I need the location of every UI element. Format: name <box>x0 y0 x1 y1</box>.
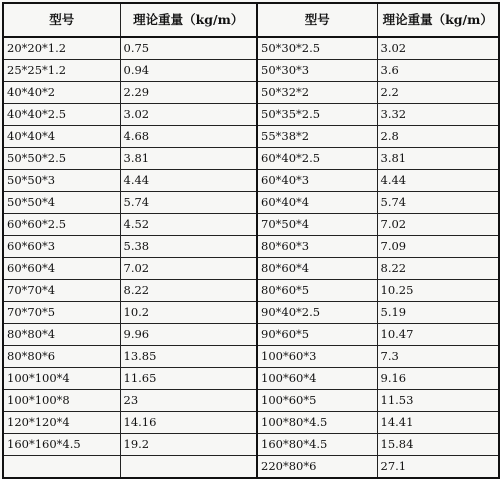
weight-right-cell: 10.25 <box>377 280 499 302</box>
model-left-cell: 70*70*5 <box>3 302 120 324</box>
model-right-cell: 60*40*4 <box>257 192 377 214</box>
model-left-cell: 100*100*4 <box>3 368 120 390</box>
model-right-cell: 60*40*2.5 <box>257 148 377 170</box>
model-left-cell: 50*50*2.5 <box>3 148 120 170</box>
table-row <box>3 390 499 412</box>
model-right-cell: 80*60*4 <box>257 258 377 280</box>
model-left-cell: 70*70*4 <box>3 280 120 302</box>
model-left-cell <box>3 456 120 479</box>
weight-left-cell: 8.22 <box>120 280 257 302</box>
table-row <box>3 412 499 434</box>
weight-left-cell: 19.2 <box>120 434 257 456</box>
weight-right-cell: 3.02 <box>377 37 499 60</box>
weight-left-cell: 2.29 <box>120 82 257 104</box>
table-row <box>3 214 499 236</box>
table-row <box>3 456 499 479</box>
weight-left-cell: 10.2 <box>120 302 257 324</box>
table-body <box>3 37 499 478</box>
weight-left-cell: 4.44 <box>120 170 257 192</box>
weight-left-cell: 11.65 <box>120 368 257 390</box>
weight-left-cell: 23 <box>120 390 257 412</box>
weight-left-cell: 3.81 <box>120 148 257 170</box>
weight-left-cell: 14.16 <box>120 412 257 434</box>
table-row <box>3 324 499 346</box>
model-right-cell: 50*32*2 <box>257 82 377 104</box>
model-right-cell: 100*60*5 <box>257 390 377 412</box>
model-left-cell: 60*60*3 <box>3 236 120 258</box>
weight-right-cell: 9.16 <box>377 368 499 390</box>
table-row <box>3 346 499 368</box>
model-left-cell: 120*120*4 <box>3 412 120 434</box>
model-left-cell: 160*160*4.5 <box>3 434 120 456</box>
table-row <box>3 60 499 82</box>
weight-left-cell: 3.02 <box>120 104 257 126</box>
weight-right-cell: 2.8 <box>377 126 499 148</box>
weight-left-cell: 0.94 <box>120 60 257 82</box>
model-right-cell: 50*30*2.5 <box>257 37 377 60</box>
weight-left-cell: 9.96 <box>120 324 257 346</box>
weight-right-cell: 15.84 <box>377 434 499 456</box>
weight-right-cell: 7.02 <box>377 214 499 236</box>
model-left-cell: 40*40*2 <box>3 82 120 104</box>
model-left-cell: 60*60*4 <box>3 258 120 280</box>
weight-left-cell: 4.52 <box>120 214 257 236</box>
table-row <box>3 434 499 456</box>
weight-right-cell: 11.53 <box>377 390 499 412</box>
weight-right-cell: 14.41 <box>377 412 499 434</box>
weight-left-cell <box>120 456 257 479</box>
model-right-cell: 50*30*3 <box>257 60 377 82</box>
weight-left-cell: 4.68 <box>120 126 257 148</box>
table-row <box>3 82 499 104</box>
weight-right-cell: 27.1 <box>377 456 499 479</box>
model-right-cell: 55*38*2 <box>257 126 377 148</box>
header-weight-left: 理论重量（kg/m） <box>120 3 257 37</box>
weight-right-cell: 10.47 <box>377 324 499 346</box>
weight-right-cell: 2.2 <box>377 82 499 104</box>
table-row <box>3 192 499 214</box>
model-right-cell: 100*60*3 <box>257 346 377 368</box>
model-right-cell: 70*50*4 <box>257 214 377 236</box>
weight-right-cell: 8.22 <box>377 258 499 280</box>
table-row <box>3 280 499 302</box>
table-row <box>3 236 499 258</box>
table-row <box>3 302 499 324</box>
model-left-cell: 80*80*4 <box>3 324 120 346</box>
model-right-cell: 80*60*5 <box>257 280 377 302</box>
model-left-cell: 25*25*1.2 <box>3 60 120 82</box>
weight-right-cell: 3.6 <box>377 60 499 82</box>
weight-left-cell: 13.85 <box>120 346 257 368</box>
weight-left-cell: 7.02 <box>120 258 257 280</box>
model-left-cell: 40*40*2.5 <box>3 104 120 126</box>
table-row <box>3 170 499 192</box>
model-right-cell: 60*40*3 <box>257 170 377 192</box>
weight-left-cell: 0.75 <box>120 37 257 60</box>
model-right-cell: 90*60*5 <box>257 324 377 346</box>
header-model-right: 型号 <box>257 3 377 37</box>
header-weight-right: 理论重量（kg/m） <box>377 3 499 37</box>
weight-table <box>2 2 500 479</box>
header-row <box>3 3 499 37</box>
model-left-cell: 60*60*2.5 <box>3 214 120 236</box>
model-right-cell: 100*60*4 <box>257 368 377 390</box>
model-right-cell: 50*35*2.5 <box>257 104 377 126</box>
weight-right-cell: 3.81 <box>377 148 499 170</box>
table-row <box>3 126 499 148</box>
table-row <box>3 368 499 390</box>
table-row <box>3 104 499 126</box>
model-left-cell: 50*50*4 <box>3 192 120 214</box>
model-right-cell: 160*80*4.5 <box>257 434 377 456</box>
model-left-cell: 50*50*3 <box>3 170 120 192</box>
weight-right-cell: 7.09 <box>377 236 499 258</box>
weight-right-cell: 5.19 <box>377 302 499 324</box>
table-row <box>3 258 499 280</box>
weight-right-cell: 4.44 <box>377 170 499 192</box>
model-right-cell: 80*60*3 <box>257 236 377 258</box>
weight-right-cell: 7.3 <box>377 346 499 368</box>
weight-left-cell: 5.38 <box>120 236 257 258</box>
weight-left-cell: 5.74 <box>120 192 257 214</box>
header-model-left: 型号 <box>3 3 120 37</box>
model-right-cell: 90*40*2.5 <box>257 302 377 324</box>
table-row <box>3 148 499 170</box>
model-left-cell: 20*20*1.2 <box>3 37 120 60</box>
weight-right-cell: 3.32 <box>377 104 499 126</box>
table-row <box>3 37 499 60</box>
model-left-cell: 80*80*6 <box>3 346 120 368</box>
model-left-cell: 40*40*4 <box>3 126 120 148</box>
model-left-cell: 100*100*8 <box>3 390 120 412</box>
weight-right-cell: 5.74 <box>377 192 499 214</box>
model-right-cell: 100*80*4.5 <box>257 412 377 434</box>
model-right-cell: 220*80*6 <box>257 456 377 479</box>
